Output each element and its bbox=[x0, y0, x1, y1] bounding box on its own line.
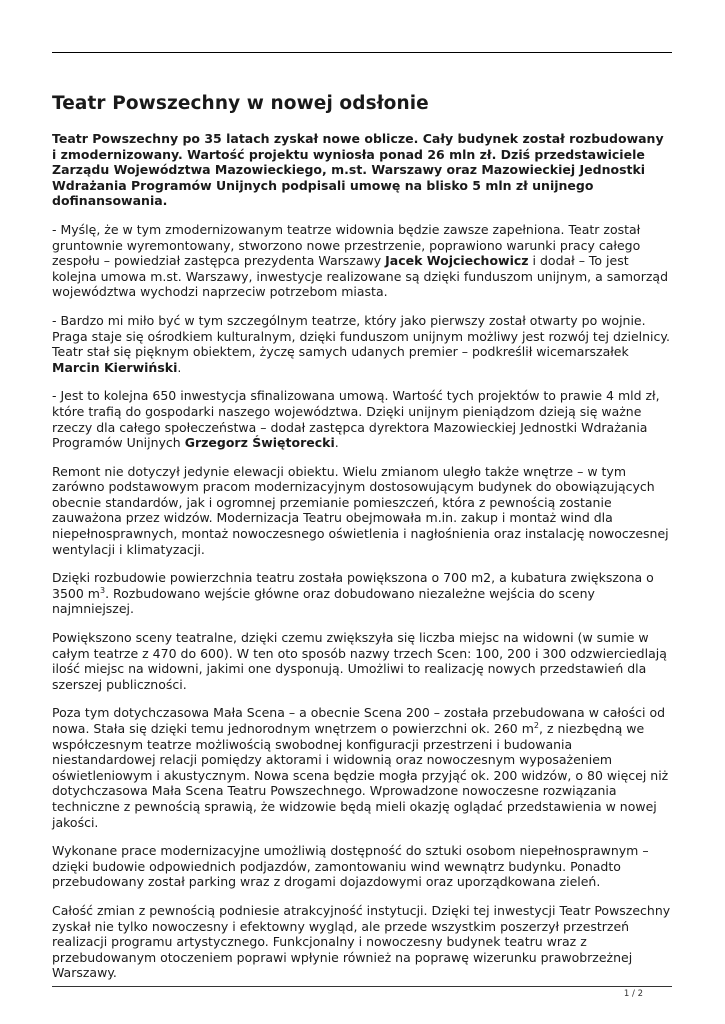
person-name: Jacek Wojciechowicz bbox=[385, 253, 529, 269]
article-paragraph: Całość zmian z pewnością podniesie atrakcyjność instytucji. Dzięki tej inwestycji Teatr Powszechny zyskał nie tylko nowoczesny i efektowny wygląd, ale przede wszystkim poszerzył przestrzeń realizacji programu artystycznego. Funkcjonalny i nowoczesny budynek teatru wraz z przebudowanym otoczeniem poprawi wpłynie również na poprawę wizerunku prawobrzeżnej Warszawy. bbox=[52, 902, 671, 981]
article bbox=[52, 92, 672, 994]
person-name: Grzegorz Świętorecki bbox=[184, 435, 335, 451]
article-paragraph bbox=[52, 570, 672, 617]
article-paragraph: Remont nie dotyczył jedynie elewacji obiektu. Wielu zmianom uległo także wnętrze – w tym zarówno podstawowym pracom modernizacyjnym dostosowującym budynek do obowiązujących obecnie standardów, jak i ogromnej przemianie pomieszczeń, która z pewnością zostanie zauważona przez widzów. Modernizacja Teatru obejmowała m.in. zakup i montaż wind dla niepełnosprawnych, montaż nowoczesnego oświetlenia i nagłośnienia oraz instalację nowoczesnej wentylacji i klimatyzacji. bbox=[52, 463, 669, 557]
paragraph-text: - Myślę, że w tym zmodernizowanym teatrze widownia będzie zawsze zapełniona. Teatr został gruntownie wyremontowany, stworzono nowe przestrzenie, poprawiono warunki pracy całego zespołu – powiedział zastępca prezydenta Warszawy bbox=[52, 221, 641, 269]
article-paragraph: Wykonane prace modernizacyjne umożliwią dostępność do sztuki osobom niepełnosprawnym – dzięki budowie odpowiednich podjazdów, zamontowaniu wind wewnątrz budynku. Ponadto przebudowany został parking wraz z drogami dojazdowymi oraz uporządkowana zieleń. bbox=[52, 843, 649, 890]
article-lead: Teatr Powszechny po 35 latach zyskał nowe oblicze. Cały budynek został rozbudowany i zmodernizowany. Wartość projektu wyniosła ponad 26 mln zł. Dziś przedstawiciele Zarządu Województwa Mazowieckiego, m.st. Warszawy oraz Mazowieckiej Jednostki Wdrażania Programów Unijnych podpisali umowę na blisko 5 mln zł unijnego dofinansowania. bbox=[52, 131, 664, 209]
paragraph-text: , z niezbędną we współczesnym teatrze możliwością swobodnej konfiguracji przestrzeni i budowania niestandardowej relacji pomiędzy aktorami i widownią oraz nowoczesnym wyposażeniem oświetleniowym i akustycznym. Nowa scena będzie mogła przyjąć ok. 200 widzów, o 80 więcej niż dotychczasowa Mała Scena Teatru Powszechnego. Wprowadzone nowoczesne rozwiązania techniczne z pewnością sprawią, że widzowie będą mieli okazję oglądać przedstawienia w nowej jakości. bbox=[52, 721, 669, 830]
paragraph-text: - Jest to kolejna 650 inwestycja sfinalizowana umową. Wartość tych projektów to prawie 4 mld zł, które trafią do gospodarki naszego województwa. Dzięki unijnym pieniądzom dzieją się ważne rzeczy dla całego społeczeństwa – dodał zastępca dyrektora Mazowieckiej Jednostki Wdrażania Programów Unijnych bbox=[52, 388, 660, 451]
paragraph-text: i dodał – To jest kolejna umowa m.st. Warszawy, inwestycje realizowane są dzięki funduszom unijnym, a samorząd województwa wychodzi naprzeciw potrzebom miasta. bbox=[52, 253, 668, 300]
article-paragraph bbox=[52, 222, 672, 300]
footer-divider bbox=[52, 986, 672, 987]
article-title: Teatr Powszechny w nowej odsłonie bbox=[52, 93, 429, 114]
paragraph-text: - Bardzo mi miło być w tym szczególnym teatrze, który jako pierwszy został otwarty po wojnie. Praga staje się ośrodkiem kulturalnym, dzięki funduszom unijnym możliwy jest rozwój tej dzielnicy. Teatr stał się pięknym obiektem, życzę samych udanych premier – podkreślił wicemarszałek bbox=[52, 312, 670, 360]
paragraph-text: . Rozbudowano wejście główne oraz dobudowano niezależne wejścia do sceny najmniejszej. bbox=[52, 585, 595, 617]
person-name: Marcin Kierwiński bbox=[52, 359, 178, 375]
paragraph-text: Dzięki rozbudowie powierzchnia teatru została powiększona o 700 m2, a kubatura zwiększona o 3500 m bbox=[52, 570, 654, 601]
superscript: 2 bbox=[533, 720, 539, 730]
article-paragraph bbox=[52, 313, 672, 375]
paragraph-text: Poza tym dotychczasowa Mała Scena – a obecnie Scena 200 – została przebudowana w całości od nowa. Stała się dzięki temu jednorodnym wnętrzem o powierzchni ok. 260 m bbox=[52, 705, 666, 736]
superscript: 3 bbox=[99, 585, 106, 595]
paragraph-text: . bbox=[334, 435, 339, 451]
page-number: 1 / 2 bbox=[623, 989, 643, 999]
paragraph-text: . bbox=[177, 359, 182, 375]
header-divider bbox=[52, 52, 672, 53]
article-paragraph: Powiększono sceny teatralne, dzięki czemu zwiększyła się liczba miejsc na widowni (w sumie w całym teatrze z 470 do 600). W ten oto sposób nazwy trzech Scen: 100, 200 i 300 odzwierciedlają ilość miejsc na widowni, jakimi one dysponują. Umożliwi to realizację nowych przedstawień dla szerszej publiczności. bbox=[52, 630, 667, 692]
article-paragraph bbox=[52, 705, 672, 830]
article-paragraph bbox=[52, 388, 672, 450]
